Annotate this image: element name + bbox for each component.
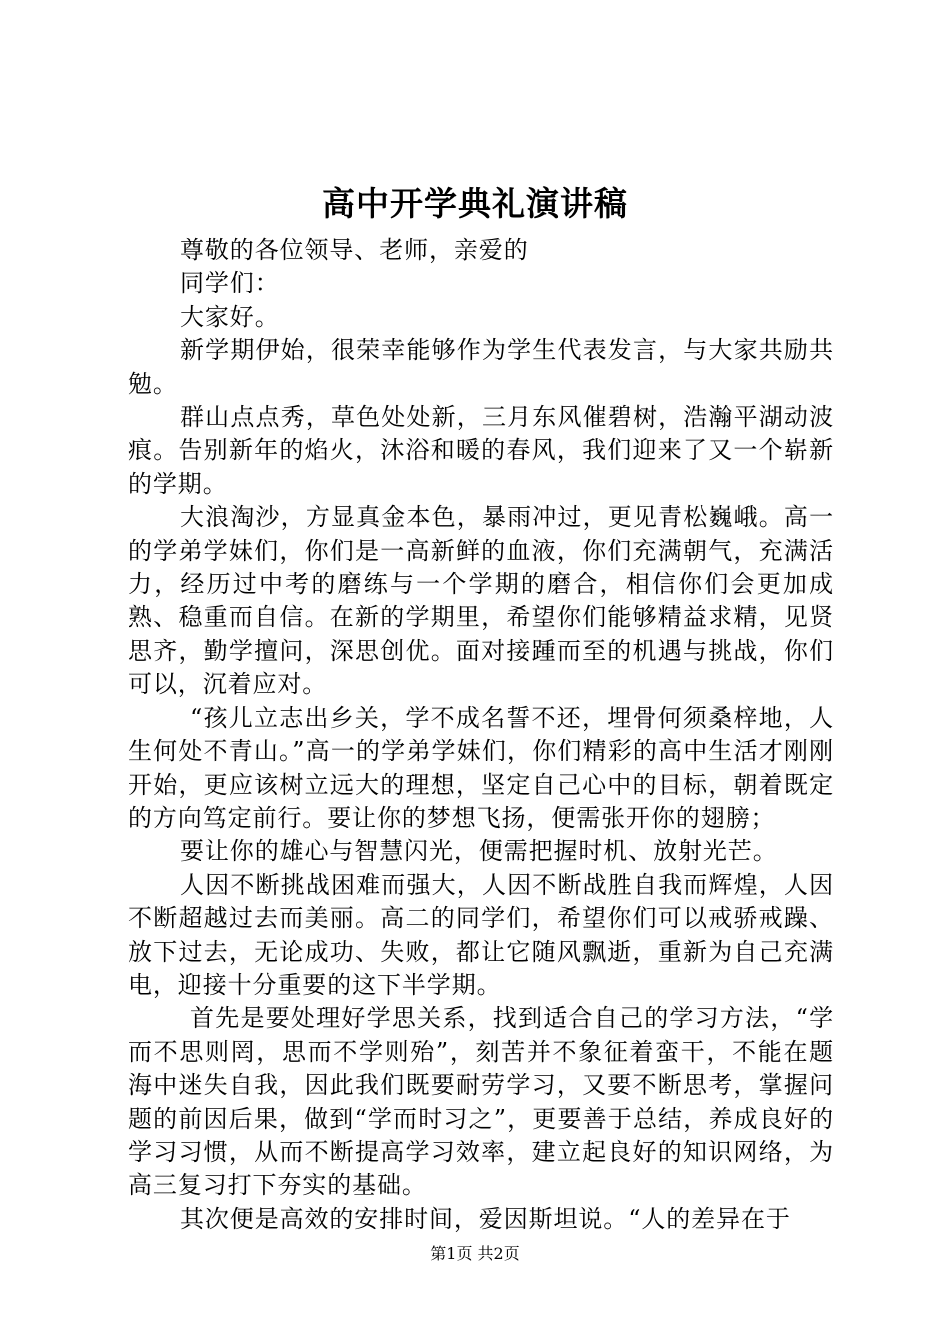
paragraph-salutation: 尊敬的各位领导、老师，亲爱的 — [180, 236, 529, 264]
paragraph-salutation-cont: 同学们： — [180, 269, 280, 298]
paragraph: 要让你的雄心与智慧闪光，便需把握时机、放射光芒。 — [180, 837, 778, 866]
paragraph-greeting: 大家好。 — [180, 302, 280, 331]
document-body — [128, 234, 834, 1236]
paragraph: 人因不断挑战困难而强大，人因不断战胜自我而辉煌，人因不断超越过去而美丽。高二的同学们，希望你们可以戒骄戒躁、放下过去，无论成功、失败，都让它随风飘逝，重新为自己充满电，迎接十分重要的这下半学期。 — [128, 870, 834, 999]
paragraph: 首先是要处理好学思关系，找到适合自己的学习方法，“学而不思则罔，思而不学则殆”，刻苦并不象征着蛮干，不能在题海中迷失自我，因此我们既要耐劳学习，又要不断思考，掌握问题的前因后果，做到“学而时习之”，更要善于总结，养成良好的学习习惯，从而不断提高学习效率，建立起良好的知识网络，为高三复习打下夯实的基础。 — [128, 1004, 834, 1200]
document-title: 高中开学典礼演讲稿 — [322, 184, 628, 223]
paragraph: 其次便是高效的安排时间，爱因斯坦说。“人的差异在于 — [180, 1204, 791, 1233]
paragraph: 新学期伊始，很荣幸能够作为学生代表发言，与大家共励共勉。 — [128, 336, 834, 398]
paragraph: 大浪淘沙，方显真金本色，暴雨冲过，更见青松巍峨。高一的学弟学妹们，你们是一高新鲜的血液，你们充满朝气，充满活力，经历过中考的磨练与一个学期的磨合，相信你们会更加成熟、稳重而自信。在新的学期里，希望你们能够精益求精，见贤思齐，勤学擅问，深思创优。面对接踵而至的机遇与挑战，你们可以，沉着应对。 — [128, 503, 834, 699]
paragraph-quote: “孩儿立志出乡关，学不成名誓不还，埋骨何须桑梓地，人生何处不青山。”高一的学弟学妹们，你们精彩的高中生活才刚刚开始，更应该树立远大的理想，坚定自己心中的目标，朝着既定的方向笃定前行。要让你的梦想飞扬，便需张开你的翅膀； — [128, 703, 834, 832]
paragraph: 群山点点秀，草色处处新，三月东风催碧树，浩瀚平湖动波痕。告别新年的焰火，沐浴和暖的春风，我们迎来了又一个崭新的学期。 — [128, 403, 834, 498]
page-number-footer: 第1页 共2页 — [430, 1244, 520, 1263]
